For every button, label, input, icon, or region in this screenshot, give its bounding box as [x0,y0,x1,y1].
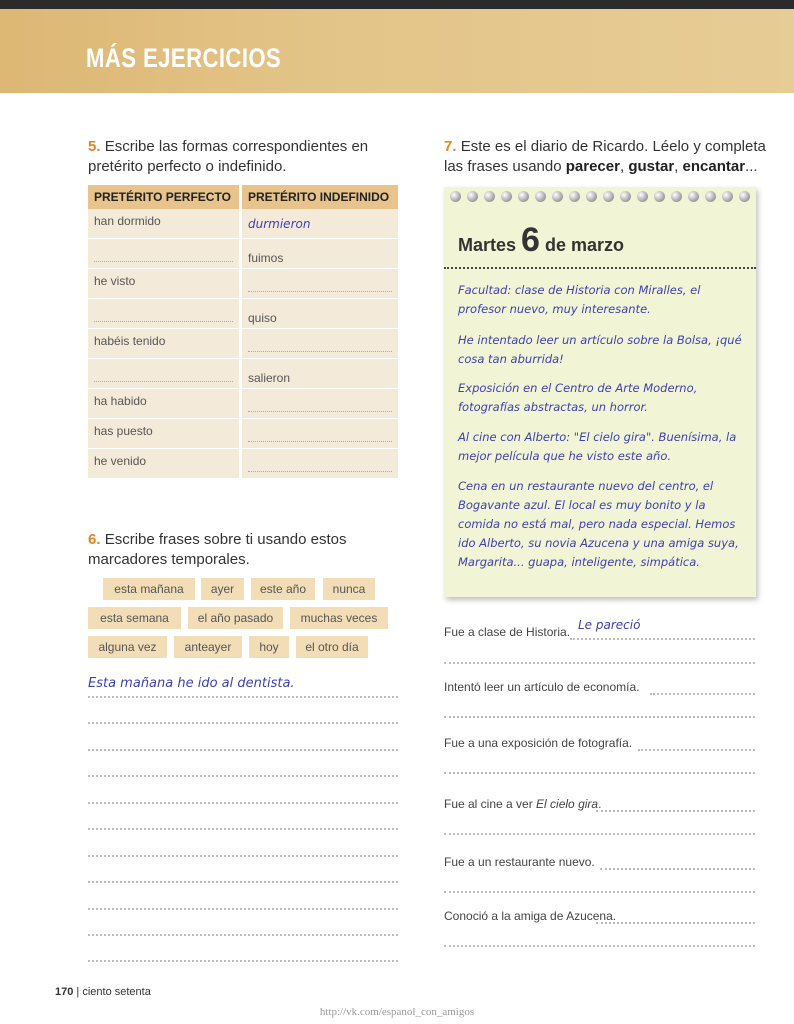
cell-perfecto[interactable] [88,239,239,269]
ring-icon [501,191,512,202]
answer-line[interactable] [88,722,398,724]
table-header [88,185,398,209]
answer-line[interactable] [596,922,755,924]
ring-icon [637,191,648,202]
exercise-number: 7. [444,138,457,155]
question-line [444,855,595,869]
ring-icon [688,191,699,202]
handwritten-answer: Le pareció [578,618,641,632]
section-header [0,9,794,93]
instruction-line: Este es el diario de Ricardo. Léelo y completa [460,138,766,155]
question-text: Conoció a la amiga de Azucena. [444,909,617,923]
ring-icon [739,191,750,202]
table-row [88,329,398,359]
diary-date [458,221,624,260]
cell-indefinido[interactable] [242,389,398,419]
question-text-pre: Fue al cine a ver [444,797,537,811]
page-footer [55,986,151,998]
cell-indefinido[interactable] [242,269,398,299]
exercise-6-instructions [88,530,408,570]
answer-line[interactable] [444,662,755,664]
ring-icon [518,191,529,202]
ring-icon [722,191,733,202]
answer-line[interactable] [570,638,755,640]
cell-perfecto: ha habido [88,389,239,419]
ring-icon [654,191,665,202]
cell-indefinido[interactable] [242,419,398,449]
page-number: 170 [55,986,74,998]
chip-time-marker: este año [251,578,315,600]
instruction-line: pretérito perfecto o indefinido. [88,158,287,175]
question-line [444,736,632,750]
answer-line[interactable] [88,749,398,751]
cell-indefinido: durmieron [242,209,398,239]
date-weekday: Martes [458,235,517,255]
ring-icon [450,191,461,202]
ring-icon [671,191,682,202]
answer-line[interactable] [88,934,398,936]
cell-perfecto[interactable] [88,359,239,389]
answer-line[interactable] [650,693,755,695]
chip-time-marker: alguna vez [88,636,167,658]
film-title: El cielo gira [536,797,599,811]
source-watermark: http://vk.com/espanol_con_amigos [319,1006,475,1018]
ring-icon [552,191,563,202]
exercise-5-instructions [88,137,408,177]
question-line [444,909,616,923]
question-text: Fue a clase de Historia. [444,625,571,639]
ring-icon [603,191,614,202]
answer-line[interactable] [600,868,755,870]
answer-line[interactable] [88,802,398,804]
diary-entry: Al cine con Alberto: "El cielo gira". Buenísima, la mejor película que he visto este año. [458,430,737,463]
question-text: Intentó leer un artículo de economía. [444,680,640,694]
chip-time-marker: esta semana [88,607,181,629]
spiral-binding [450,191,750,205]
answer-line[interactable] [88,828,398,830]
ring-icon [620,191,631,202]
question-text: Fue a una exposición de fotografía. [444,736,633,750]
answer-line[interactable] [444,945,755,947]
answer-line[interactable] [638,749,755,751]
table-row [88,449,398,479]
page-number-words: ciento setenta [82,986,151,998]
chip-time-marker: el otro día [296,636,368,658]
footer-separator: | [76,986,80,998]
answer-line[interactable] [88,881,398,883]
instruction-line: Escribe frases sobre ti usando estos [104,531,347,548]
cell-indefinido: quiso [242,299,398,329]
answer-line[interactable] [88,855,398,857]
chip-time-marker: el año pasado [188,607,283,629]
cell-perfecto[interactable] [88,299,239,329]
cell-perfecto: has puesto [88,419,239,449]
cell-perfecto: he venido [88,449,239,479]
chip-time-marker: anteayer [174,636,242,658]
question-line [444,625,570,639]
keyword: encantar [682,158,746,175]
answer-line[interactable] [88,908,398,910]
chip-time-marker: muchas veces [290,607,388,629]
table-row [88,209,398,239]
answer-line[interactable] [596,810,755,812]
column-header-indefinido: PRETÉRITO INDEFINIDO [242,185,398,209]
diary-entry: Facultad: clase de Historia con Miralles, el profesor nuevo, muy interesante. [458,283,701,316]
keyword: gustar [628,158,675,175]
question-line [444,797,601,811]
answer-line[interactable] [88,960,398,962]
ring-icon [705,191,716,202]
diary-entry: Exposición en el Centro de Arte Moderno, fotografías abstractas, un horror. [458,381,698,414]
ring-icon [569,191,580,202]
answer-line[interactable] [444,772,755,774]
table-row [88,359,398,389]
handwritten-answer: Esta mañana he ido al dentista. [88,676,295,691]
diary-entry: Cena en un restaurante nuevo del centro, el Bogavante azul. El local es muy bonito y la comida no está mal, pero nada especial. Hemos ido Alberto, su novia Azucena y una amiga suya, Margarita... guapa, inteligente, simpática. [458,479,739,569]
top-border [0,0,794,9]
exercise-number: 6. [88,531,101,548]
answer-line[interactable] [444,833,755,835]
diary-separator [444,267,756,269]
exercise-7-instructions: 7. Este es el diario de Ricardo. Léelo y completa las frases usando parecer, gustar, encantar... [444,138,766,175]
cell-indefinido: fuimos [242,239,398,269]
keyword: parecer [565,158,620,175]
date-day: 6 [521,221,540,259]
cell-indefinido[interactable] [242,449,398,479]
verb-table [88,185,398,479]
table-row [88,239,398,269]
table-row [88,299,398,329]
ring-icon [467,191,478,202]
diary-entry: He intentado leer un artículo sobre la Bolsa, ¡qué cosa tan aburrida! [458,333,742,366]
chip-time-marker: nunca [323,578,375,600]
ring-icon [484,191,495,202]
exercise-number: 5. [88,138,101,155]
ring-icon [535,191,546,202]
chip-time-marker: ayer [201,578,244,600]
table-row [88,389,398,419]
table-body [88,209,398,479]
chip-time-marker: esta mañana [103,578,195,600]
question-line [444,680,639,694]
answer-line[interactable] [88,696,398,698]
cell-perfecto: habéis tenido [88,329,239,359]
cell-indefinido[interactable] [242,329,398,359]
instruction-line: marcadores temporales. [88,551,250,568]
cell-perfecto: han dormido [88,209,239,239]
section-title: MÁS EJERCICIOS [86,43,282,73]
chip-time-marker: hoy [249,636,289,658]
column-header-perfecto: PRETÉRITO PERFECTO [88,185,239,209]
ring-icon [586,191,597,202]
cell-indefinido: salieron [242,359,398,389]
answer-line[interactable] [88,775,398,777]
question-text: Fue a un restaurante nuevo. [444,855,595,869]
ellipsis: ... [745,158,758,175]
instruction-line: las frases usando [444,158,566,175]
diary-notebook [444,187,756,597]
table-row [88,419,398,449]
date-month: de marzo [544,235,625,255]
answer-line[interactable] [444,716,755,718]
table-row [88,269,398,299]
answer-line[interactable] [444,891,755,893]
question-text-post: . [598,797,602,811]
cell-perfecto: he visto [88,269,239,299]
instruction-line: Escribe las formas correspondientes en [104,138,369,155]
